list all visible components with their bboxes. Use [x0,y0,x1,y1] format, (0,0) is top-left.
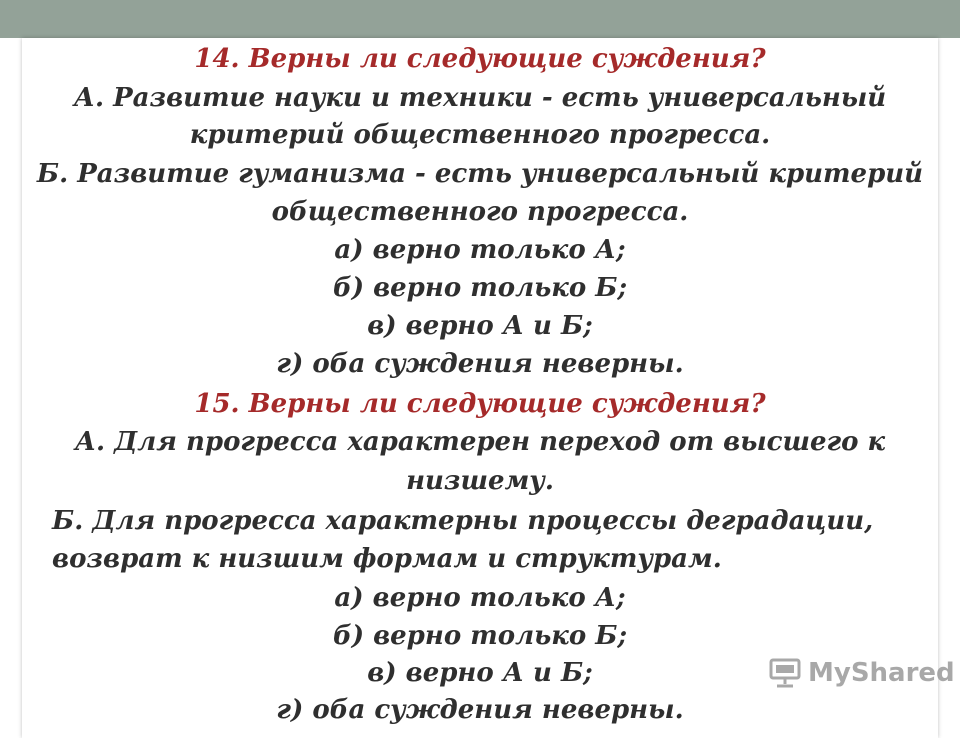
question-15-statement-b-line1: Б. Для прогресса характерны процессы деградации, [52,506,874,536]
myshared-watermark [768,656,955,690]
watermark-brand: MyShared [808,658,955,688]
top-band [0,0,960,38]
question-15-option-a: а) верно только А; [334,583,626,613]
question-15-option-b: б) верно только Б; [332,621,628,651]
question-15-statement-a-line1: А. Для прогресса характерен переход от высшего к [74,427,886,457]
projector-screen-icon [768,656,802,690]
question-15-statement-a-line2: низшему. [406,466,554,496]
question-14-title: 14. Верны ли следующие суждения? [194,44,766,74]
question-14-option-c: в) верно А и Б; [367,311,593,341]
question-14-statement-b-line1: Б. Развитие гуманизма - есть универсальный критерий [36,159,924,189]
question-14-option-a: а) верно только А; [334,235,626,265]
question-14-statement-a-line2: критерий общественного прогресса. [189,120,771,150]
question-15-option-c: в) верно А и Б; [367,658,593,688]
question-15-title: 15. Верны ли следующие суждения? [194,389,766,419]
question-15-option-d: г) оба суждения неверны. [276,695,684,725]
question-14-statement-b-line2: общественного прогресса. [271,197,689,227]
question-15-statement-b-line2: возврат к низшим формам и структурам. [52,544,722,574]
question-14-statement-a-line1: А. Развитие науки и техники - есть универсальный [73,83,887,113]
question-14-option-d: г) оба суждения неверны. [276,349,684,379]
question-14-option-b: б) верно только Б; [332,273,628,303]
